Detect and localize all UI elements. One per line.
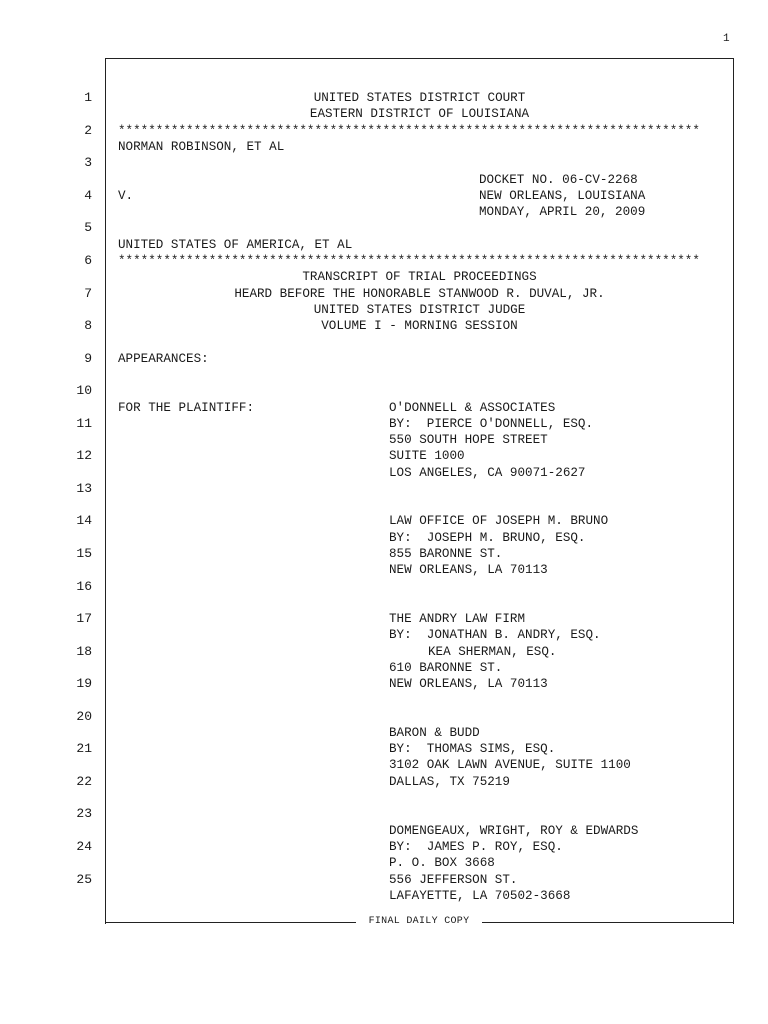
appearances-label: APPEARANCES: (118, 352, 209, 366)
line-number: 11 (76, 416, 92, 431)
line-number: 16 (76, 579, 92, 594)
line-number: 19 (76, 676, 92, 691)
proceeding-date: MONDAY, APRIL 20, 2009 (479, 205, 646, 219)
line-number: 9 (84, 351, 92, 366)
counsel-attorney: BY: PIERCE O'DONNELL, ESQ. (389, 417, 594, 431)
counsel-address: NEW ORLEANS, LA 70113 (389, 563, 548, 577)
line-number: 13 (76, 481, 92, 496)
footer-rule-right (482, 922, 734, 923)
line-number: 1 (84, 90, 92, 105)
volume-session: VOLUME I - MORNING SESSION (321, 319, 518, 333)
counsel-firm: LAW OFFICE OF JOSEPH M. BRUNO (389, 514, 609, 528)
district-name: EASTERN DISTRICT OF LOUISIANA (309, 107, 530, 121)
line-number: 20 (76, 709, 92, 724)
line-number: 23 (76, 806, 92, 821)
judge-title: UNITED STATES DISTRICT JUDGE (313, 303, 526, 317)
counsel-address: DALLAS, TX 75219 (389, 775, 510, 789)
counsel-firm: THE ANDRY LAW FIRM (389, 612, 526, 626)
counsel-firm: DOMENGEAUX, WRIGHT, ROY & EDWARDS (389, 824, 639, 838)
plaintiff-name: NORMAN ROBINSON, ET AL (118, 140, 285, 154)
line-number: 8 (84, 318, 92, 333)
versus-label: V. (118, 189, 134, 203)
footer-label: FINAL DAILY COPY (356, 915, 482, 929)
line-number: 14 (76, 513, 92, 528)
counsel-firm: BARON & BUDD (389, 726, 480, 740)
footer-rule-left (105, 922, 358, 923)
counsel-attorney: BY: JOSEPH M. BRUNO, ESQ. (389, 531, 586, 545)
counsel-attorney: BY: JAMES P. ROY, ESQ. (389, 840, 563, 854)
counsel-attorney: BY: JONATHAN B. ANDRY, ESQ. (389, 628, 601, 642)
line-number: 24 (76, 839, 92, 854)
proceeding-location: NEW ORLEANS, LOUISIANA (479, 189, 646, 203)
page-number: 1 (723, 33, 730, 45)
docket-number: DOCKET NO. 06-CV-2268 (479, 173, 638, 187)
line-number: 25 (76, 872, 92, 887)
counsel-attorney: KEA SHERMAN, ESQ. (428, 645, 557, 659)
counsel-address: 550 SOUTH HOPE STREET (389, 433, 548, 447)
transcript-title: TRANSCRIPT OF TRIAL PROCEEDINGS (302, 270, 537, 284)
line-number: 4 (84, 188, 92, 203)
line-number: 5 (84, 220, 92, 235)
for-plaintiff-label: FOR THE PLAINTIFF: (118, 401, 255, 415)
counsel-address: 610 BARONNE ST. (389, 661, 503, 675)
line-number: 22 (76, 774, 92, 789)
counsel-address: 855 BARONNE ST. (389, 547, 503, 561)
line-number: 10 (76, 383, 92, 398)
counsel-address: LOS ANGELES, CA 90071-2627 (389, 466, 586, 480)
line-number: 3 (84, 155, 92, 170)
court-name: UNITED STATES DISTRICT COURT (313, 91, 526, 105)
judge-line: HEARD BEFORE THE HONORABLE STANWOOD R. DUVAL, JR. (234, 287, 605, 301)
separator-stars: ***************************************************************************** (118, 124, 700, 138)
line-number: 21 (76, 741, 92, 756)
counsel-address: LAFAYETTE, LA 70502-3668 (389, 889, 571, 903)
counsel-address: P. O. BOX 3668 (389, 856, 495, 870)
line-number: 12 (76, 448, 92, 463)
counsel-address: 3102 OAK LAWN AVENUE, SUITE 1100 (389, 758, 631, 772)
counsel-attorney: BY: THOMAS SIMS, ESQ. (389, 742, 556, 756)
counsel-address: NEW ORLEANS, LA 70113 (389, 677, 548, 691)
counsel-address: SUITE 1000 (389, 449, 465, 463)
line-number: 18 (76, 644, 92, 659)
line-number: 2 (84, 123, 92, 138)
defendant-name: UNITED STATES OF AMERICA, ET AL (118, 238, 353, 252)
line-number: 7 (84, 286, 92, 301)
line-number: 15 (76, 546, 92, 561)
separator-stars: ***************************************************************************** (118, 254, 700, 268)
line-number: 17 (76, 611, 92, 626)
line-number: 6 (84, 253, 92, 268)
counsel-firm: O'DONNELL & ASSOCIATES (389, 401, 556, 415)
counsel-address: 556 JEFFERSON ST. (389, 873, 518, 887)
